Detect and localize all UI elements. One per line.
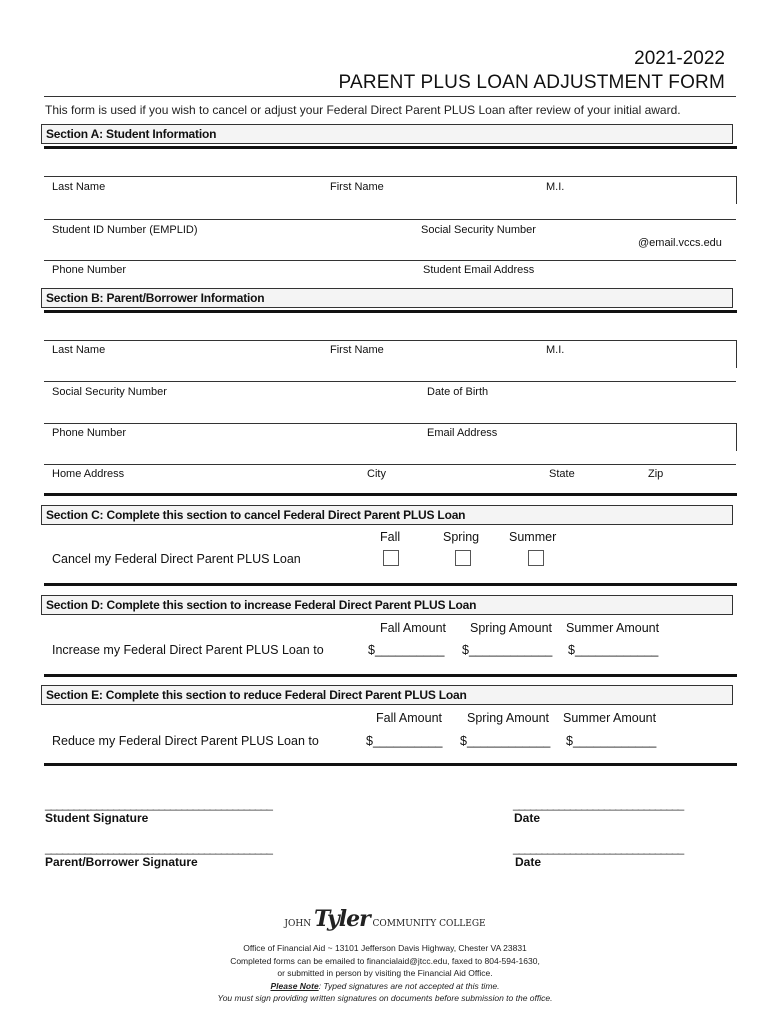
parent-address-fields[interactable] xyxy=(44,455,736,493)
increase-loan-label: Increase my Federal Direct Parent PLUS Loan to xyxy=(52,643,324,657)
parent-signature-label: Parent/Borrower Signature xyxy=(45,855,198,869)
footer-submission-info: Completed forms can be emailed to financialaid@jtcc.edu, faxed to 804-594-1630, xyxy=(230,956,540,966)
parent-dob-label: Date of Birth xyxy=(427,386,489,398)
parent-name-fields[interactable] xyxy=(44,330,736,370)
parent-signature-line[interactable]: ________________________________________ xyxy=(45,841,272,855)
footer-address: Office of Financial Aid ~ 13101 Jefferson Davis Highway, Chester VA 23831 xyxy=(243,943,527,953)
parent-city-label: City xyxy=(367,468,386,480)
student-email-label: Student Email Address xyxy=(423,264,535,276)
parent-last-name-label: Last Name xyxy=(52,344,106,356)
college-logo xyxy=(0,906,770,932)
section-a-heading: Section A: Student Information xyxy=(41,124,733,144)
form-intro: This form is used if you wish to cancel or adjust your Federal Direct Parent PLUS Loan after review of your initial award. xyxy=(45,103,681,117)
parent-name-right-border xyxy=(736,340,737,368)
reduce-spring-amount-field[interactable]: $____________ xyxy=(460,734,551,748)
parent-contact-fields[interactable] xyxy=(44,413,736,453)
reduce-fall-amount-field[interactable]: $__________ xyxy=(366,734,443,748)
student-signature-label: Student Signature xyxy=(45,811,149,825)
section-e-heading: Section E: Complete this section to reduce Federal Direct Parent PLUS Loan xyxy=(41,685,733,705)
parent-mi-label: M.I. xyxy=(546,344,565,356)
section-d-heading: Section D: Complete this section to increase Federal Direct Parent PLUS Loan xyxy=(41,595,733,615)
footer-in-person: or submitted in person by visiting the Financial Aid Office. xyxy=(277,968,493,978)
student-name-right-border xyxy=(736,176,737,204)
footer-note xyxy=(0,981,770,991)
reduce-fall-column: Fall Amount xyxy=(376,711,443,725)
logo-john-text: JOHN xyxy=(284,919,312,929)
cancel-fall-column: Fall xyxy=(380,530,401,544)
section-c-bottom-rule xyxy=(44,583,737,586)
student-date-line[interactable]: ______________________________ xyxy=(513,797,684,811)
parent-phone-label: Phone Number xyxy=(52,427,126,439)
section-b-bottom-rule xyxy=(44,493,737,496)
footer-note-text: : Typed signatures are not accepted at this time. xyxy=(318,981,500,991)
parent-address-label: Home Address xyxy=(52,468,125,480)
student-signature-line[interactable]: ________________________________________ xyxy=(45,797,272,811)
cancel-fall-checkbox[interactable] xyxy=(383,550,399,566)
parent-date-line[interactable]: ______________________________ xyxy=(513,841,684,855)
cancel-summer-column: Summer xyxy=(509,530,557,544)
student-first-name-label: First Name xyxy=(330,181,384,193)
form-title: PARENT PLUS LOAN ADJUSTMENT FORM xyxy=(338,72,725,93)
increase-summer-amount-field[interactable]: $____________ xyxy=(568,643,659,657)
reduce-loan-label: Reduce my Federal Direct Parent PLUS Loan to xyxy=(52,734,319,748)
logo-tyler-script: Tyler xyxy=(313,906,370,932)
student-id-label: Student ID Number (EMPLID) xyxy=(52,224,198,236)
cancel-summer-checkbox[interactable] xyxy=(528,550,544,566)
parent-date-label: Date xyxy=(515,855,542,869)
increase-fall-amount-field[interactable]: $__________ xyxy=(368,643,445,657)
student-contact-fields[interactable] xyxy=(44,250,736,280)
parent-email-label: Email Address xyxy=(427,427,498,439)
section-b-heading: Section B: Parent/Borrower Information xyxy=(41,288,733,308)
email-domain-suffix: @email.vccs.edu xyxy=(638,237,722,249)
reduce-summer-amount-field[interactable]: $____________ xyxy=(566,734,657,748)
student-ssn-label: Social Security Number xyxy=(421,224,536,236)
cancel-spring-column: Spring xyxy=(443,530,480,544)
section-e-bottom-rule xyxy=(44,763,737,766)
increase-spring-column: Spring Amount xyxy=(470,621,552,635)
increase-spring-amount-field[interactable]: $____________ xyxy=(462,643,553,657)
form-year: 2021-2022 xyxy=(634,48,725,69)
student-mi-label: M.I. xyxy=(546,181,565,193)
parent-state-label: State xyxy=(549,468,575,480)
student-date-label: Date xyxy=(514,811,541,825)
increase-summer-column: Summer Amount xyxy=(566,621,660,635)
student-last-name-label: Last Name xyxy=(52,181,106,193)
student-name-fields[interactable] xyxy=(44,176,736,216)
parent-phone-right-border xyxy=(736,423,737,451)
cancel-spring-checkbox[interactable] xyxy=(455,550,471,566)
parent-ssn-label: Social Security Number xyxy=(52,386,167,398)
increase-fall-column: Fall Amount xyxy=(380,621,447,635)
logo-cc-text: COMMUNITY COLLEGE xyxy=(372,919,486,929)
section-b-rule xyxy=(44,310,737,313)
footer-note-label: Please Note xyxy=(270,981,319,991)
parent-ssn-dob-fields[interactable] xyxy=(44,372,736,412)
parent-first-name-label: First Name xyxy=(330,344,384,356)
footer-signature-requirement: You must sign providing written signatures on documents before submission to the office. xyxy=(217,993,553,1003)
reduce-spring-column: Spring Amount xyxy=(467,711,549,725)
cancel-loan-label: Cancel my Federal Direct Parent PLUS Loan xyxy=(52,552,301,566)
parent-zip-label: Zip xyxy=(648,468,664,480)
title-divider xyxy=(44,96,736,97)
section-d-bottom-rule xyxy=(44,674,737,677)
student-phone-label: Phone Number xyxy=(52,264,126,276)
section-a-rule xyxy=(44,146,737,149)
reduce-summer-column: Summer Amount xyxy=(563,711,657,725)
section-c-heading: Section C: Complete this section to cancel Federal Direct Parent PLUS Loan xyxy=(41,505,733,525)
